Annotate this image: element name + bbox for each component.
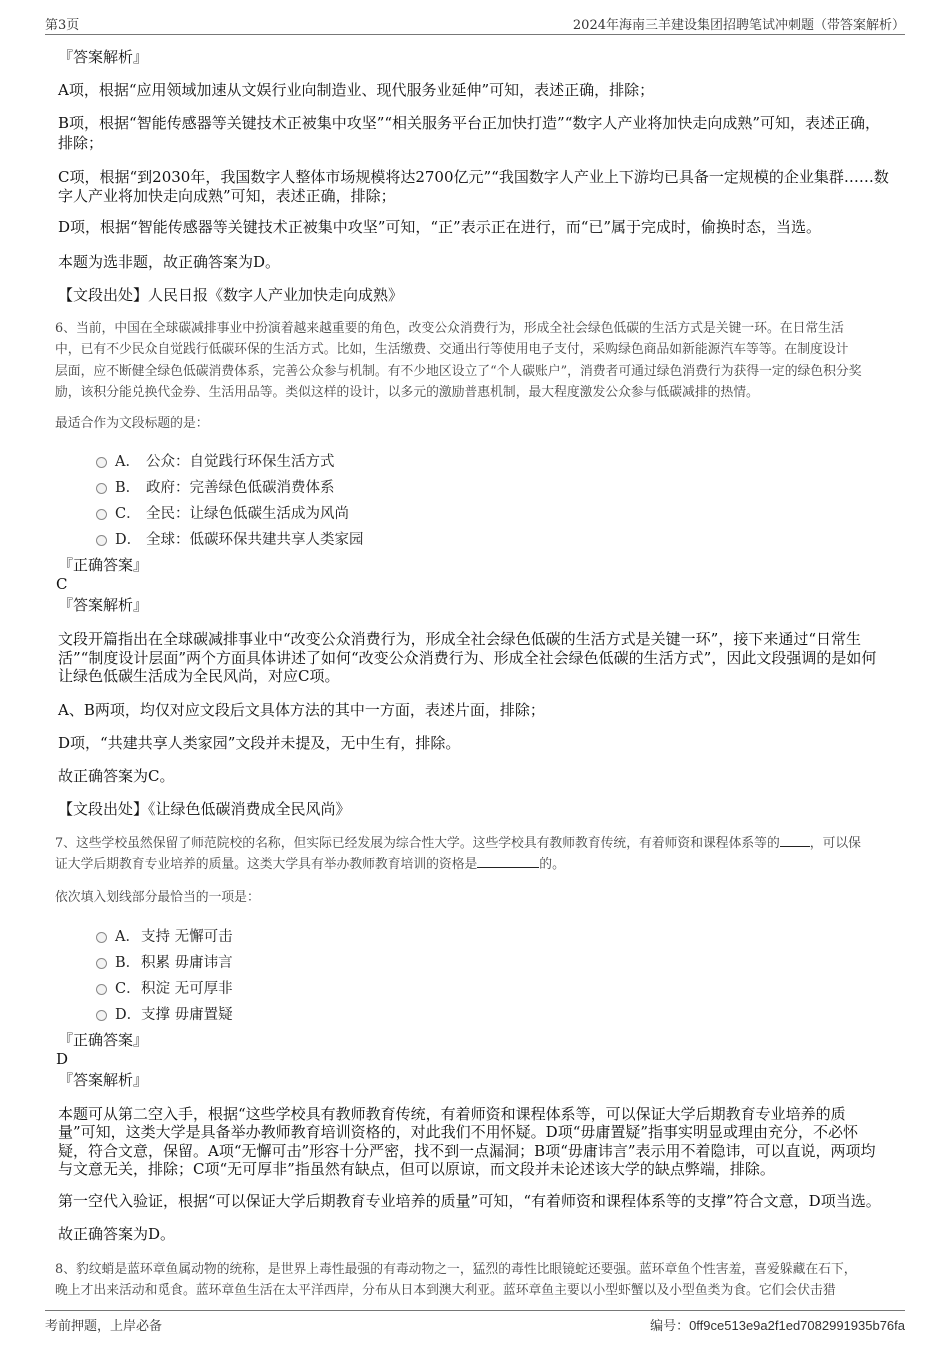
radio-button[interactable] [96, 984, 107, 995]
q5-analysis-label: 『答案解析』 [58, 48, 149, 66]
code-value: 0ff9ce513e9a2f1ed7082991935b76fa [689, 1318, 905, 1333]
q7-analysis-line-4: 与文意无关，排除；C项“无可厚非”指虽然有缺点，但可以原谅，而文段并未论述该大学的缺点弊端，排除。 [58, 1160, 775, 1178]
q6-analysis-line-d: D项，“共建共享人类家园”文段并未提及，无中生有，排除。 [58, 734, 461, 752]
option-letter: A． [115, 929, 140, 945]
option-text: 全球：低碳环保共建共享人类家园 [146, 532, 364, 548]
radio-button[interactable] [96, 1010, 107, 1021]
option-text: 全民：让绿色低碳生活成为风尚 [146, 506, 349, 522]
q6-stem-line-2: 中，已有不少民众自觉践行低碳环保的生活方式。比如，生活缴费、交通出行等使用电子支付，采购绿色商品如新能源汽车等等。在制度设计 [55, 342, 849, 357]
q7-stem-line-1-a: 7、这些学校虽然保留了师范院校的名称，但实际已经发展为综合性大学。这些学校具有教师教育传统，有着师资和课程体系等的 [55, 836, 780, 851]
q6-analysis-line-3: 让绿色低碳生活成为全民风尚，对应C项。 [58, 667, 340, 685]
option-letter: D． [115, 1007, 142, 1023]
document-code [650, 1315, 905, 1334]
radio-button[interactable] [96, 483, 107, 494]
option-letter: C． [115, 981, 141, 997]
q5-analysis-line-c1: C项，根据“到2030年，我国数字人整体市场规模将达2700亿元”“我国数字人产业上下游均已具备一定规模的企业集群……数 [58, 168, 889, 186]
radio-button[interactable] [96, 535, 107, 546]
q8-stem-line-1: 8、豹纹蛸是蓝环章鱼属动物的统称，是世界上毒性最强的有毒动物之一，猛烈的毒性比眼镜蛇还要强。蓝环章鱼个性害羞，喜爱躲藏在石下， [55, 1262, 857, 1277]
blank-1 [780, 834, 810, 847]
radio-button[interactable] [96, 958, 107, 969]
option-text: 积累 毋庸讳言 [141, 955, 233, 971]
q5-analysis-line-a: A项，根据“应用领域加速从文娱行业向制造业、现代服务业延伸”可知，表述正确，排除； [58, 81, 655, 99]
q7-analysis-line-3: 疑，符合文意，保留。A项“无懈可击”形容十分严密，找不到一点漏洞；B项“毋庸讳言”表示用不着隐讳，可以直说，两项均 [58, 1142, 876, 1160]
q6-stem-line-4: 励，该积分能兑换代金券、生活用品等。类似这样的设计，以多元的激励普惠机制，最大程度激发公众参与低碳减排的热情。 [55, 385, 759, 400]
q6-conclusion: 故正确答案为C。 [58, 767, 175, 785]
option-letter: B． [115, 955, 141, 971]
radio-button[interactable] [96, 932, 107, 943]
option-letter: C． [115, 506, 141, 522]
option-letter: A． [115, 454, 140, 470]
q6-answer-label: 『正确答案』 [58, 556, 149, 574]
q5-analysis-line-c2: 字人产业将加快走向成熟”可知，表述正确，排除； [58, 187, 396, 205]
q6-question: 最适合作为文段标题的是： [55, 416, 209, 431]
q7-answer-label: 『正确答案』 [58, 1031, 149, 1049]
q7-stem-line-1-b: ，可以保 [809, 836, 861, 851]
q6-stem-line-1: 6、当前，中国在全球碳减排事业中扮演着越来越重要的角色，改变公众消费行为，形成全社会绿色低碳的生活方式是关键一环。在日常生活 [55, 321, 844, 336]
option-text: 积淀 无可厚非 [141, 981, 233, 997]
q5-analysis-line-d: D项，根据“智能传感器等关键技术正被集中攻坚”可知，“正”表示正在进行，而“已”属于完成时，偷换时态，当选。 [58, 218, 822, 236]
q8-stem-line-2: 晚上才出来活动和觅食。蓝环章鱼生活在太平洋西岸，分布从日本到澳大利亚。蓝环章鱼主要以小型虾蟹以及小型鱼类为食。它们会伏击猎 [55, 1283, 836, 1298]
option-text: 政府：完善绿色低碳消费体系 [146, 480, 335, 496]
q7-conclusion: 故正确答案为D。 [58, 1225, 176, 1243]
footer-slogan: 考前押题，上岸必备 [45, 1319, 163, 1334]
q7-question: 依次填入划线部分最恰当的一项是： [55, 890, 260, 905]
q7-analysis-line-1: 本题可从第二空入手，根据“这些学校具有教师教育传统，有着师资和课程体系等，可以保证大学后期教育专业培养的质 [58, 1105, 846, 1123]
blank-2 [477, 855, 539, 868]
option-letter: D． [115, 532, 142, 548]
q7-analysis-label: 『答案解析』 [58, 1071, 149, 1089]
q5-source: 【文段出处】人民日报《数字人产业加快走向成熟》 [58, 286, 404, 304]
document-title: 2024年海南三羊建设集团招聘笔试冲刺题（带答案解析） [572, 18, 905, 33]
q6-analysis-label: 『答案解析』 [58, 596, 149, 614]
option-text: 支撑 毋庸置疑 [141, 1007, 233, 1023]
q6-answer: C [56, 575, 68, 593]
q7-stem-line-2 [55, 855, 565, 875]
q7-verify: 第一空代入验证，根据“可以保证大学后期教育专业培养的质量”可知，“有着师资和课程体系等的支撑”符合文意，D项当选。 [58, 1192, 881, 1210]
page-header [45, 12, 905, 35]
q6-source: 【文段出处】《让绿色低碳消费成全民风尚》 [58, 800, 351, 818]
option-text: 公众：自觉践行环保生活方式 [146, 454, 335, 470]
page-footer [45, 1310, 905, 1334]
q5-analysis-line-b1: B项，根据“智能传感器等关键技术正被集中攻坚”“相关服务平台正加快打造”“数字人产业将加快走向成熟”可知，表述正确， [58, 114, 881, 132]
option-text: 支持 无懈可击 [141, 929, 233, 945]
q6-analysis-line-ab: A、B两项，均仅对应文段后文具体方法的其中一方面，表述片面，排除； [58, 701, 545, 719]
q5-conclusion: 本题为选非题，故正确答案为D。 [58, 253, 281, 271]
q6-analysis-line-1: 文段开篇指出在全球碳减排事业中“改变公众消费行为，形成全社会绿色低碳的生活方式是关键一环”，接下来通过“日常生 [58, 630, 862, 648]
q6-analysis-line-2: 活”“制度设计层面”两个方面具体讲述了如何“改变公众消费行为、形成全社会绿色低碳的生活方式”，因此文段强调的是如何 [58, 649, 877, 667]
q5-analysis-line-b2: 排除； [58, 134, 104, 152]
q7-stem-line-2-b: 的。 [539, 857, 565, 872]
q7-stem-line-1 [55, 834, 861, 854]
radio-button[interactable] [96, 509, 107, 520]
radio-button[interactable] [96, 457, 107, 468]
page-number: 第3页 [45, 18, 80, 33]
code-label: 编号： [650, 1319, 690, 1334]
q7-analysis-line-2: 量”可知，这类大学是具备举办教师教育培训资格的，对此我们不用怀疑。D项“毋庸置疑”指事实明显或理由充分，不必怀 [58, 1123, 859, 1141]
q7-stem-line-2-a: 证大学后期教育专业培养的质量。这类大学具有举办教师教育培训的资格是 [55, 857, 478, 872]
q6-stem-line-3: 层面，应不断健全绿色低碳消费体系，完善公众参与机制。有不少地区设立了“个人碳账户”，消费者可通过绿色消费行为获得一定的绿色积分奖 [55, 364, 862, 379]
option-letter: B． [115, 480, 141, 496]
q7-answer: D [56, 1050, 69, 1068]
